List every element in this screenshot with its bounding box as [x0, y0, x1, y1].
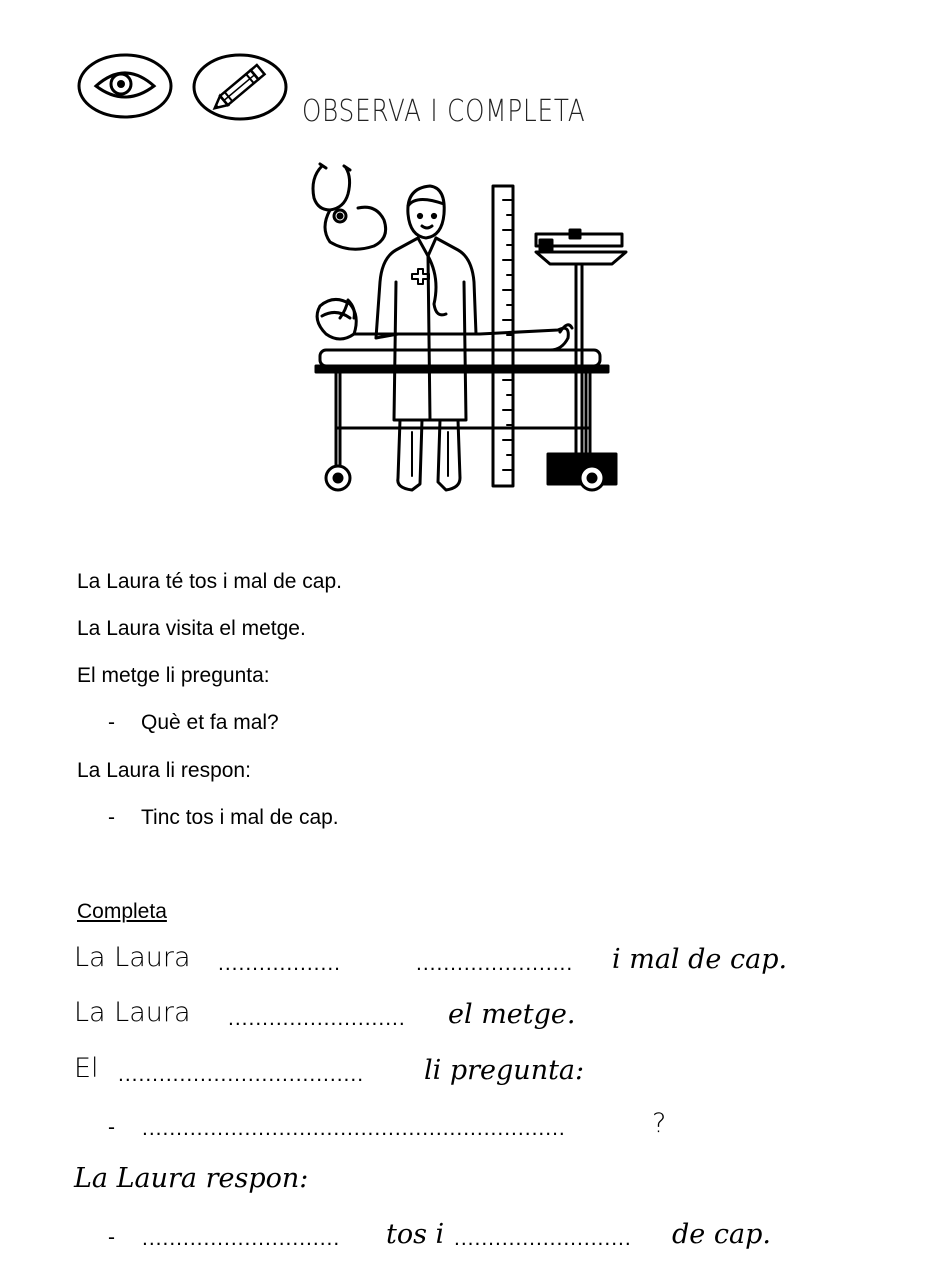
reading-line: La Laura visita el metge.: [77, 617, 306, 640]
exercise-tail: li pregunta:: [424, 1055, 585, 1086]
bullet-dash: -: [108, 711, 115, 734]
bullet-dash: -: [108, 806, 115, 829]
reading-line: La Laura té tos i mal de cap.: [77, 570, 342, 593]
fill-blank[interactable]: .......................: [416, 952, 574, 975]
page-title: OBSERVA I COMPLETA: [302, 94, 586, 129]
reading-line: Què et fa mal?: [141, 711, 279, 734]
bullet-dash: -: [108, 1226, 115, 1249]
exercise-lead: La Laura: [74, 997, 191, 1028]
fill-blank[interactable]: ..................: [218, 952, 342, 975]
doctor-illustration: [300, 158, 630, 498]
pencil-icon: [191, 52, 289, 122]
stethoscope-icon: [313, 164, 386, 249]
fill-blank[interactable]: ....................................: [118, 1063, 365, 1086]
exercise-lead: La Laura respon:: [74, 1163, 309, 1194]
fill-blank[interactable]: ..........................: [228, 1007, 406, 1030]
reading-line: Tinc tos i mal de cap.: [141, 806, 339, 829]
fill-blank[interactable]: ..............................................................: [142, 1117, 566, 1140]
fill-blank[interactable]: .............................: [142, 1227, 341, 1250]
doctor-figure: [376, 186, 476, 490]
weighing-scale-icon: [536, 230, 626, 490]
exercise-tail: de cap.: [672, 1219, 771, 1250]
bullet-dash: -: [108, 1116, 115, 1139]
reading-line: La Laura li respon:: [77, 759, 251, 782]
fill-blank[interactable]: ..........................: [454, 1227, 632, 1250]
eye-icon: [76, 52, 174, 120]
height-ruler-icon: [493, 186, 513, 486]
exercise-tail: i mal de cap.: [612, 944, 788, 975]
exercise-tail: el metge.: [448, 999, 576, 1030]
exercise-mid: tos i: [386, 1219, 445, 1250]
exercise-lead: La Laura: [74, 942, 191, 973]
exercise-heading: Completa: [77, 900, 167, 923]
question-mark: ?: [652, 1108, 667, 1139]
exercise-lead: El: [74, 1053, 99, 1084]
reading-line: El metge li pregunta:: [77, 664, 270, 687]
